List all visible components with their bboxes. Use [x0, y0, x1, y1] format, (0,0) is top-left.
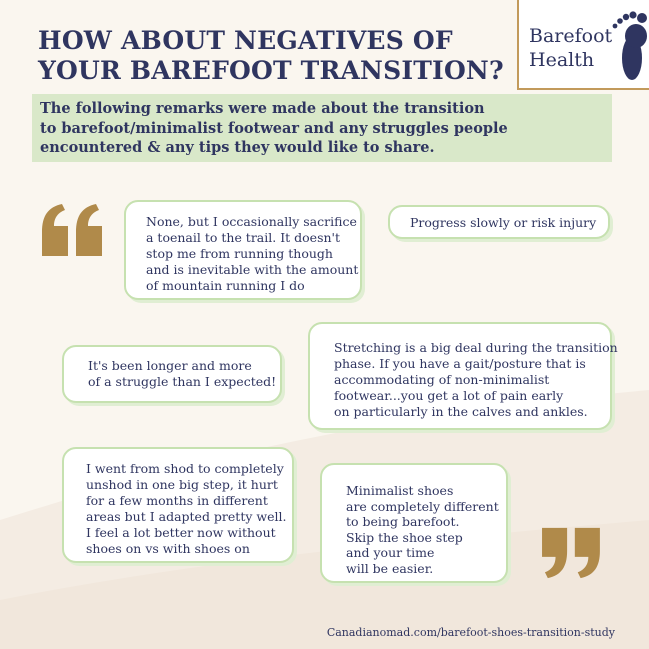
quote-line: on particularly in the calves and ankles.	[334, 404, 588, 419]
quote-line: shoes on vs with shoes on	[86, 541, 250, 556]
quote-line: footwear...you get a lot of pain early	[334, 388, 564, 403]
quote-bubble-shod	[62, 447, 294, 563]
close-quote-icon	[536, 526, 604, 580]
open-quote-icon	[38, 202, 108, 258]
quote-bubble-stretching	[308, 322, 618, 430]
quote-line: for a few months in different	[86, 493, 268, 508]
logo-line-2: Health	[529, 49, 595, 71]
quote-bubble-longer	[62, 345, 282, 403]
quote-line: Skip the shoe step	[346, 529, 463, 545]
page-title	[38, 26, 504, 86]
quote-line: are completely different	[346, 498, 499, 514]
quote-bubble-toenail	[124, 200, 362, 300]
quote-line: of a struggle than I expected!	[88, 374, 277, 389]
title-line-1: HOW ABOUT NEGATIVES OF	[38, 26, 453, 55]
quote-line: and your time	[346, 545, 435, 560]
quote-line: areas but I adapted pretty well.	[86, 509, 287, 524]
footprint-icon	[609, 6, 649, 84]
quote-line: unshod in one big step, it hurt	[86, 477, 278, 492]
quote-line: I feel a lot better now without	[86, 525, 276, 540]
intro-line-2: to barefoot/minimalist footwear and any struggles people	[40, 119, 508, 137]
quote-line: a toenail to the trail. It doesn't	[146, 230, 340, 245]
logo-text	[529, 24, 612, 72]
brand-logo	[517, 0, 649, 90]
quote-line: None, but I occasionally sacrifice	[146, 214, 357, 229]
intro-line-1: The following remarks were made about the transition	[40, 100, 485, 117]
quote-line: It's been longer and more	[88, 358, 252, 373]
quote-bubble-minimalist	[320, 463, 508, 583]
quote-line: stop me from running though	[146, 246, 333, 261]
logo-line-1: Barefoot	[529, 25, 613, 47]
source-url: Canadianomad.com/barefoot-shoes-transition-study	[326, 626, 615, 639]
quote-line: I went from shod to completely	[86, 461, 284, 476]
quote-bubble-progress	[388, 205, 610, 239]
quote-line: accommodating of non-minimalist	[334, 372, 550, 387]
quote-line: to being barefoot.	[346, 514, 460, 529]
intro-line-3: encountered & any tips they would like to share.	[40, 139, 435, 156]
quote-line: Stretching is a big deal during the transition	[334, 340, 618, 355]
quote-line: Progress slowly or risk injury	[410, 215, 597, 230]
quote-line: will be easier.	[346, 560, 434, 576]
quote-line: and is inevitable with the amount	[146, 262, 359, 277]
title-line-2: YOUR BAREFOOT TRANSITION?	[38, 56, 504, 85]
quote-line: of mountain running I do	[146, 278, 305, 293]
intro-banner	[32, 94, 612, 162]
quote-line: Minimalist shoes	[346, 483, 454, 498]
quote-line: phase. If you have a gait/posture that is	[334, 356, 586, 371]
